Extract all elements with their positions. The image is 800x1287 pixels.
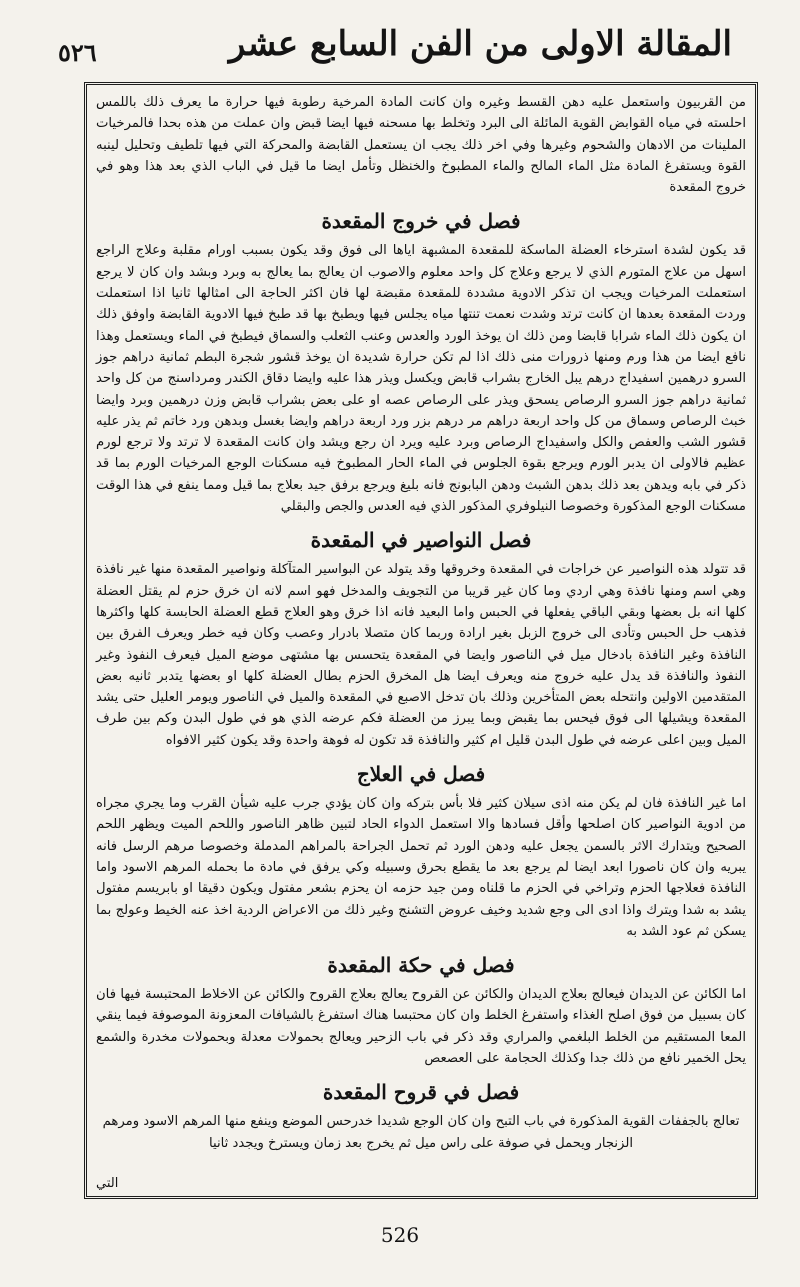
section-heading: فصل في خروج المقعدة (321, 209, 521, 234)
paragraph: اما الكائن عن الديدان فيعالج بعلاج الديدان والكائن عن القروح يعالج بعلاج القروح والكائن عن الاخلاط المحتبسة فيها فان كان بسبيل من فوق اصلح الغذاء واستفرغ الخلط وان كان محتبسا هناك استفرغ بالشيافات المعزونة الموصوفة فيما ينقي المعا المستقيم من الخلط البلغمي والمراري وقد ذكر في باب الزحير ويعالج بحمولات معدلة وبحمولات مخدرة والشمع يحل الخمير نافع من ذلك جدا وكذلك الحجامة على العصعص (96, 987, 746, 1066)
paragraph: قد تتولد هذه النواصير عن خراجات في المقعدة وخروقها وقد يتولد عن البواسير المتآكلة ونواصير المقعدة منها غير نافذة وهي اسم ومنها نافذة وهي اردي وما كان غير قريبا من التجويف والمدخل فهو اسم لانه ان خرق حزم لم يقتل العضلة كلها انه بل بعضها وبقي الباقي يفعلها في الحبس واما البعيد فانه اذا خرق وهو العلاج قطع العضلة الحابسة كلها واكثرها فذهب حل الحبس وتأدى الى خروج الزبل بغير ارادة وربما كان متصلا بادرار وعصب وكان فيه خطر ويعرف الفرق بين النافذة وغير النافذة بادخال ميل في الناصور وايضا في المقعدة يتحسس بها مشتهى موضع الميل فيعرف النفوذ وغير النفوذ والنافذة قد يدل عليه خروج منه ويعرف ايضا هل المخرق الحزم بطال العضلة كلها او بعضها يتدبر ثانيه بعض المتقدمين الاولين وانتحله بعض المتأخرين وذلك بان تدخل الاصبع في المقعدة والميل في الناصور ويومر العليل حتى يشد المقعدة ويشيلها الى فوق فيحس بما يقبض وبما يبرز من العضلة فكم عرضه الذي هو في طول البدن وكم بين طرف الميل وبين اعلى عرضه في طول البدن قليل ام كثير والنافذة قد تكون له فوهة واحدة وقد يكون كثير الافواه (96, 562, 746, 748)
section-heading: فصل النواصير في المقعدة (310, 528, 532, 553)
paragraph: اما غير النافذة فان لم يكن منه اذى سيلان كثير فلا بأس بتركه وان كان يؤدي جرب عليه شيأن القرب وما يجري مجراه من ادوية النواصير كان اصلحها وأقل فسادها والا استعمل الدواء الحاد لتبين ظاهر الناصور واللحم الميت ويظهر اللحم الصحيح ويتدارك الاثر بالسمن يجعل عليه ودهن الورد ثم تحمل الجراحة بالمراهم المدملة وخصوصا مرهم الرسل فانه يبريه وان كان ناصورا ابعد ايضا لم يرجع بعد ما يقطع بحرق وسبيله وكي يرفق في مادة ما بحمله المرهم الاسود واما النافذة فعلاجها الحزم وتراخي في الحزم ما قلناه ومن جيد حزمه ان يحزم بشعر مفتول ويكون دقيقا او بابريسم مفتول يشد به شدا ويترك واذا ادى الى وجع شديد وخيف عروض التشنج وغير ذلك من الاعراض الردية اخذ عنه الخيط وعولج بما يسكن ثم عود الشد به (96, 796, 746, 939)
page-header (40, 18, 760, 78)
section-heading: فصل في العلاج (356, 762, 486, 787)
section-heading: فصل في قروح المقعدة (322, 1080, 520, 1105)
paragraph: من القربيون واستعمل عليه دهن القسط وغيره وان كانت المادة المرخية رطوبة فيها حرارة ما يعرف ذلك باللمس احلسته في مياه القوابض القوية المائلة الى البرد وتخلط بها مسحنه فيها ايضا قبض وان عملت من هذه بحدا فالمرخيات الملينات من الادهان والشحوم وغيرها وفي اخر ذلك يجب ان يستعمل القابضة والمحركة التي فيها تلطيف وتحليل لينبه القوة ويستفرغ المادة مثل الماء المالح والماء المطبوخ والخنظل وتأمل ايضا ما قيل في الباب الذي بعد هذا وهو في خروج المقعدة (96, 95, 746, 196)
running-title: المقالة الاولى من الفن السابع عشر (228, 24, 732, 64)
catchword: التي (96, 1176, 119, 1191)
paragraph: تعالج بالجففات القوية المذكورة في باب التبح وان كان الوجع شديدا خدرحس الموضع وينفع منها المرهم الاسود ومرهم الزنجار ويحمل في صوفة على راس ميل ثم يخرج بعد زمان ويسترخ ويجدد ثانيا (102, 1114, 740, 1151)
header-page-number: ٥٢٦ (58, 38, 97, 67)
section-heading: فصل في حكة المقعدة (327, 953, 515, 978)
footer-page-number: 526 (380, 1223, 420, 1247)
paragraph: قد يكون لشدة استرخاء العضلة الماسكة للمقعدة المشبهة اياها الى فوق وقد يكون بسبب اورام مقلبة وعلاج الراجع اسهل من علاج المتورم الذي لا يرجع وعلاج كل واحد معلوم والاصوب ان يعالج بما يعالج به وبرد وبشد وان كان لا يرجع استعملت المرخيات ويجب ان تذكر الادوية مشددة للمقعدة مقبضة لها فان اكثر الحاجة الى امثالها ثانيا اذا استعملت وردت المقعدة بعدها ان كانت ترتد وشدت نعمت تنتها مياه يجلس فيها ويطبخ بها قد طبخ فيها الادوية القابضة واوفق ذلك ان يكون ذلك الماء شرابا قابضا ومن ذلك ان يوخذ الورد والعدس وعنب الثعلب والسماق فيطبخ في الماء ويستعمل وهذا نافع ايضا من هذا ورم ومنها ذرورات منى ذلك اذا لم تكن حرارة شديدة ان يوخذ قشور شجرة البطم ثمانية دراهم جوز السرو درهمين اسفيداج درهم يبل الخارج بشراب قابض ويكسل ويذر هذا عليه وايضا دقاق الكندر ومرداسنج من كل واحد ثمانية دراهم جوز السرو الرصاص يسحق ويذر على الرصاص عصه او على بعض بشراب قابض وزن درهمين وبرد وايضا خبث الرصاص وسماق من كل واحد اربعة دراهم مر درهم بزر ورد اربعة دراهم وايضا بغسل وبدهن ورد خاتم ثم يذر عليه قشور الشب والعفص والكل واسفيداج الرصاص وبرد عليه ويرد ان رجع ويشد وان كانت المقعدة لا ترتد ولا ترجع لورم عظيم فالاولى ان يدبر الورم ويرجع بقوة الجلوس في الماء الحار المطبوخ فيه مسكنات الوجع المرخيات الورم بما قد ذكر في بابه ويدهن بعد ذلك بدهن الشبث ودهن البابونج فانه بليغ ويرجع برفق جيد بعلاج بما قيل ومما ينفع في هذا الوقت مسكنات الوجع المذكورة وخصوصا النيلوفري المذكور الذي فيه العدس والجص والبقلي (96, 243, 746, 515)
text-body (96, 92, 746, 1154)
